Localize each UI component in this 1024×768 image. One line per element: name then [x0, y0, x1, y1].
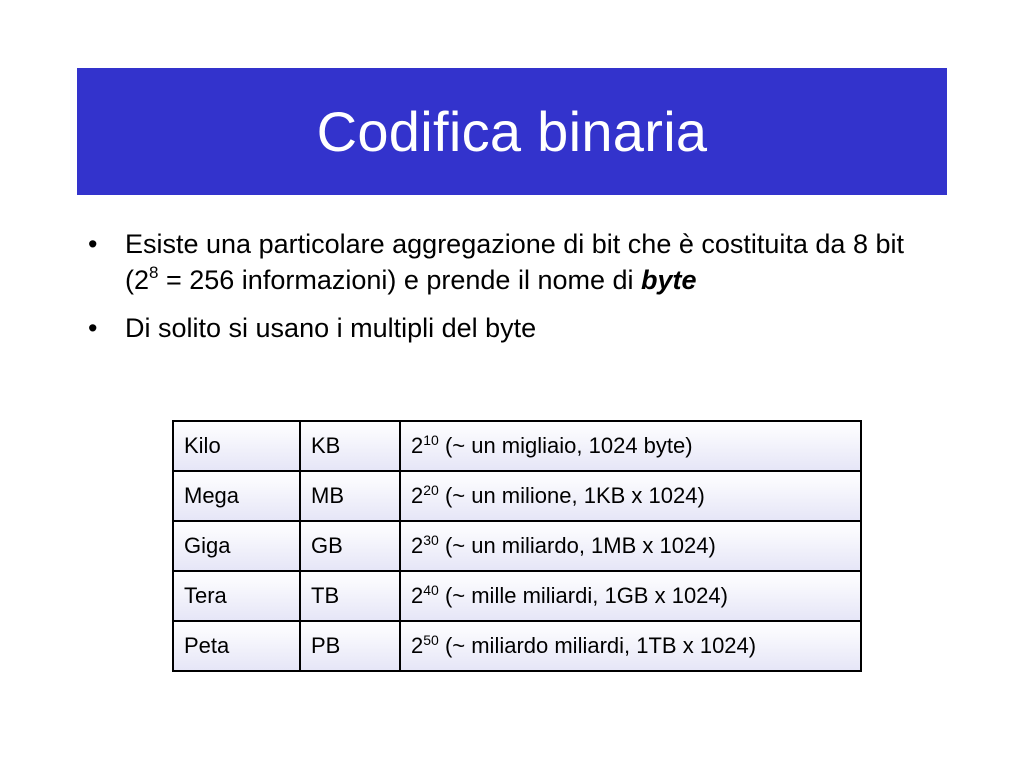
title-bar	[77, 68, 947, 195]
table-row	[173, 421, 861, 471]
slide-title: Codifica binaria	[316, 100, 708, 163]
table-row	[173, 521, 861, 571]
prefix-cell: Peta	[173, 621, 300, 671]
bullet-list	[88, 226, 938, 358]
bold-term: byte	[641, 265, 697, 295]
unit-cell: MB	[300, 471, 400, 521]
bullet-text: Di solito si usano i multipli del byte	[125, 313, 537, 343]
units-table	[172, 420, 862, 672]
unit-cell: GB	[300, 521, 400, 571]
table-row	[173, 471, 861, 521]
bullet-marker: •	[88, 229, 98, 259]
bullet-marker: •	[88, 313, 98, 343]
prefix-cell: Tera	[173, 571, 300, 621]
prefix-cell: Mega	[173, 471, 300, 521]
exponent: 10	[423, 432, 439, 448]
table-row	[173, 571, 861, 621]
value-cell: $2^{30}$ (~ un miliardo, 1MB x 1024)	[400, 521, 861, 571]
exponent: 8	[149, 263, 159, 282]
prefix-cell: Giga	[173, 521, 300, 571]
unit-cell: KB	[300, 421, 400, 471]
value-cell: $2^{20}$ (~ un milione, 1KB x 1024)	[400, 471, 861, 521]
exponent: 40	[423, 582, 439, 598]
bullet-item-byte	[88, 226, 938, 298]
exponent: 30	[423, 532, 439, 548]
table-row	[173, 621, 861, 671]
unit-cell: TB	[300, 571, 400, 621]
bullet-item-multipli	[88, 310, 938, 346]
value-cell: $2^{10}$ (~ un migliaio, 1024 byte)	[400, 421, 861, 471]
value-cell: $2^{50}$ (~ miliardo miliardi, 1TB x 1024)	[400, 621, 861, 671]
exponent: 20	[423, 482, 439, 498]
prefix-cell: Kilo	[173, 421, 300, 471]
value-cell: $2^{40}$ (~ mille miliardi, 1GB x 1024)	[400, 571, 861, 621]
bullet-text: = 256 informazioni) e prende il nome di	[158, 265, 642, 295]
unit-cell: PB	[300, 621, 400, 671]
bullet-text: Esiste una particolare aggregazione di bit che è costituita da 8 bit (2	[125, 229, 904, 295]
exponent: 50	[423, 632, 439, 648]
